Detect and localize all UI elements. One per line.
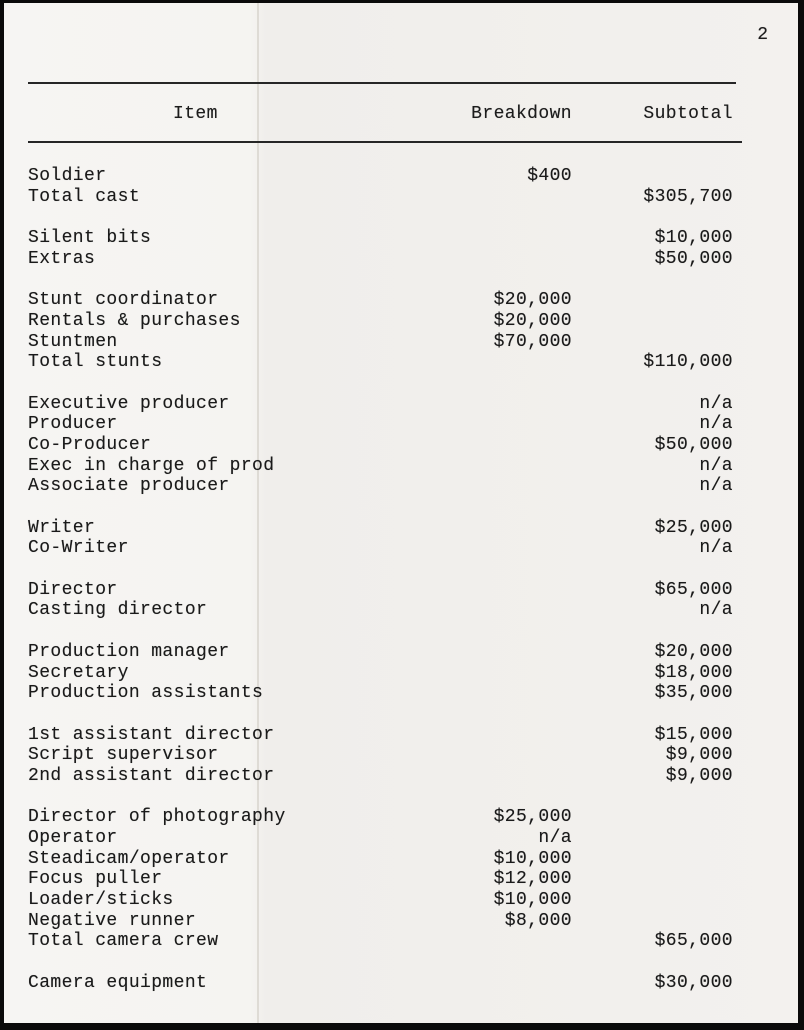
table-row <box>28 228 733 249</box>
subtotal-cell: $110,000 <box>643 352 733 373</box>
subtotal-cell: $20,000 <box>654 641 733 662</box>
subtotal-cell: $65,000 <box>654 579 733 600</box>
table-row <box>28 332 733 353</box>
breakdown-cell <box>418 228 572 249</box>
table-row <box>28 580 733 601</box>
breakdown-cell: $20,000 <box>493 310 572 331</box>
subtotal-cell: $15,000 <box>654 724 733 745</box>
breakdown-cell <box>418 745 572 766</box>
subtotal-cell: $9,000 <box>665 745 733 766</box>
column-header-breakdown: Breakdown <box>471 104 572 124</box>
item-cell: Secretary <box>28 662 129 683</box>
item-cell: Focus puller <box>28 869 163 890</box>
item-cell: Co-Writer <box>28 538 129 559</box>
subtotal-cell: n/a <box>699 393 733 414</box>
column-header-subtotal: Subtotal <box>643 104 733 124</box>
budget-group <box>28 394 733 497</box>
table-row <box>28 642 733 663</box>
subtotal-cell: $35,000 <box>654 683 733 704</box>
table-row <box>28 456 733 477</box>
breakdown-cell <box>418 973 572 994</box>
table-row <box>28 849 733 870</box>
item-cell: Writer <box>28 517 96 538</box>
breakdown-cell: $20,000 <box>493 290 572 311</box>
breakdown-cell <box>418 352 572 373</box>
breakdown-cell: $400 <box>527 166 572 186</box>
budget-group <box>28 580 733 621</box>
breakdown-cell <box>418 456 572 477</box>
table-row <box>28 187 733 208</box>
table-row <box>28 869 733 890</box>
breakdown-cell: $8,000 <box>504 910 572 931</box>
budget-group <box>28 973 733 994</box>
table-row <box>28 435 733 456</box>
table-row <box>28 663 733 684</box>
subtotal-cell <box>572 166 733 187</box>
subtotal-cell: $18,000 <box>654 662 733 683</box>
item-cell: Soldier <box>28 166 107 186</box>
subtotal-cell: n/a <box>699 476 733 497</box>
page-number: 2 <box>757 25 768 45</box>
item-cell: Director <box>28 579 118 600</box>
breakdown-cell <box>418 249 572 270</box>
item-cell: 2nd assistant director <box>28 765 275 786</box>
breakdown-cell: $25,000 <box>493 807 572 828</box>
table-top-rule <box>28 82 736 84</box>
breakdown-cell: n/a <box>538 828 572 848</box>
item-cell: Exec in charge of prod <box>28 455 275 476</box>
subtotal-cell <box>572 807 733 828</box>
subtotal-cell <box>572 911 733 932</box>
table-row <box>28 600 733 621</box>
table-row <box>28 538 733 559</box>
budget-group <box>28 290 733 373</box>
breakdown-cell: $70,000 <box>493 331 572 352</box>
budget-table-body <box>28 166 733 994</box>
item-cell: Producer <box>28 414 118 435</box>
breakdown-cell <box>418 931 572 952</box>
item-cell: Camera equipment <box>28 972 208 993</box>
subtotal-cell: $25,000 <box>654 517 733 538</box>
subtotal-cell: $9,000 <box>665 765 733 786</box>
subtotal-cell: $305,700 <box>643 186 733 207</box>
table-row <box>28 290 733 311</box>
table-row <box>28 745 733 766</box>
table-header-rule <box>28 141 742 143</box>
table-row <box>28 890 733 911</box>
table-row <box>28 249 733 270</box>
breakdown-cell <box>418 476 572 497</box>
breakdown-cell <box>418 725 572 746</box>
subtotal-cell: $10,000 <box>654 228 733 249</box>
breakdown-cell <box>418 580 572 601</box>
breakdown-cell: $12,000 <box>493 869 572 890</box>
subtotal-cell <box>572 828 733 849</box>
table-row <box>28 931 733 952</box>
subtotal-cell: n/a <box>699 414 733 435</box>
item-cell: Total camera crew <box>28 931 219 952</box>
breakdown-cell <box>418 414 572 435</box>
subtotal-cell: $50,000 <box>654 434 733 455</box>
breakdown-cell <box>418 642 572 663</box>
breakdown-cell <box>418 766 572 787</box>
item-cell: Associate producer <box>28 476 230 497</box>
subtotal-cell <box>572 332 733 353</box>
budget-group <box>28 518 733 559</box>
item-cell: Co-Producer <box>28 434 152 455</box>
subtotal-cell: n/a <box>699 455 733 476</box>
item-cell: Production manager <box>28 641 230 662</box>
item-cell: 1st assistant director <box>28 724 275 745</box>
item-cell: Negative runner <box>28 910 197 931</box>
item-cell: Loader/sticks <box>28 890 174 911</box>
table-row <box>28 414 733 435</box>
subtotal-cell <box>572 290 733 311</box>
breakdown-cell <box>418 394 572 415</box>
item-cell: Script supervisor <box>28 745 219 766</box>
budget-group <box>28 166 733 207</box>
table-row <box>28 911 733 932</box>
column-header-item: Item <box>173 104 218 124</box>
breakdown-cell: $10,000 <box>493 848 572 869</box>
table-row <box>28 725 733 746</box>
budget-group <box>28 642 733 704</box>
item-cell: Total cast <box>28 186 141 207</box>
breakdown-cell <box>418 435 572 456</box>
item-cell: Executive producer <box>28 393 230 414</box>
scanned-page <box>4 3 798 1023</box>
subtotal-cell <box>572 869 733 890</box>
item-cell: Rentals & purchases <box>28 310 241 331</box>
table-row <box>28 352 733 373</box>
table-row <box>28 166 733 187</box>
table-row <box>28 828 733 849</box>
subtotal-cell: n/a <box>699 600 733 621</box>
table-row <box>28 766 733 787</box>
item-cell: Operator <box>28 828 118 848</box>
table-row <box>28 311 733 332</box>
table-header-row <box>28 104 733 125</box>
item-cell: Extras <box>28 248 96 269</box>
budget-group <box>28 725 733 787</box>
budget-group <box>28 807 733 952</box>
item-cell: Stuntmen <box>28 331 118 352</box>
breakdown-cell <box>418 518 572 539</box>
table-row <box>28 683 733 704</box>
subtotal-cell <box>572 311 733 332</box>
item-cell: Silent bits <box>28 228 152 249</box>
table-row <box>28 394 733 415</box>
breakdown-cell <box>418 600 572 621</box>
subtotal-cell: n/a <box>699 538 733 559</box>
budget-group <box>28 228 733 269</box>
breakdown-cell <box>418 683 572 704</box>
table-row <box>28 518 733 539</box>
item-cell: Steadicam/operator <box>28 848 230 869</box>
item-cell: Stunt coordinator <box>28 290 219 311</box>
subtotal-cell: $50,000 <box>654 248 733 269</box>
item-cell: Casting director <box>28 600 208 621</box>
table-row <box>28 476 733 497</box>
item-cell: Total stunts <box>28 352 163 373</box>
breakdown-cell <box>418 663 572 684</box>
breakdown-cell <box>418 187 572 208</box>
subtotal-cell <box>572 849 733 870</box>
subtotal-cell <box>572 890 733 911</box>
table-row <box>28 973 733 994</box>
subtotal-cell: $65,000 <box>654 931 733 952</box>
table-row <box>28 807 733 828</box>
item-cell: Production assistants <box>28 683 264 704</box>
breakdown-cell: $10,000 <box>493 890 572 911</box>
subtotal-cell: $30,000 <box>654 972 733 993</box>
breakdown-cell <box>418 538 572 559</box>
item-cell: Director of photography <box>28 807 286 828</box>
